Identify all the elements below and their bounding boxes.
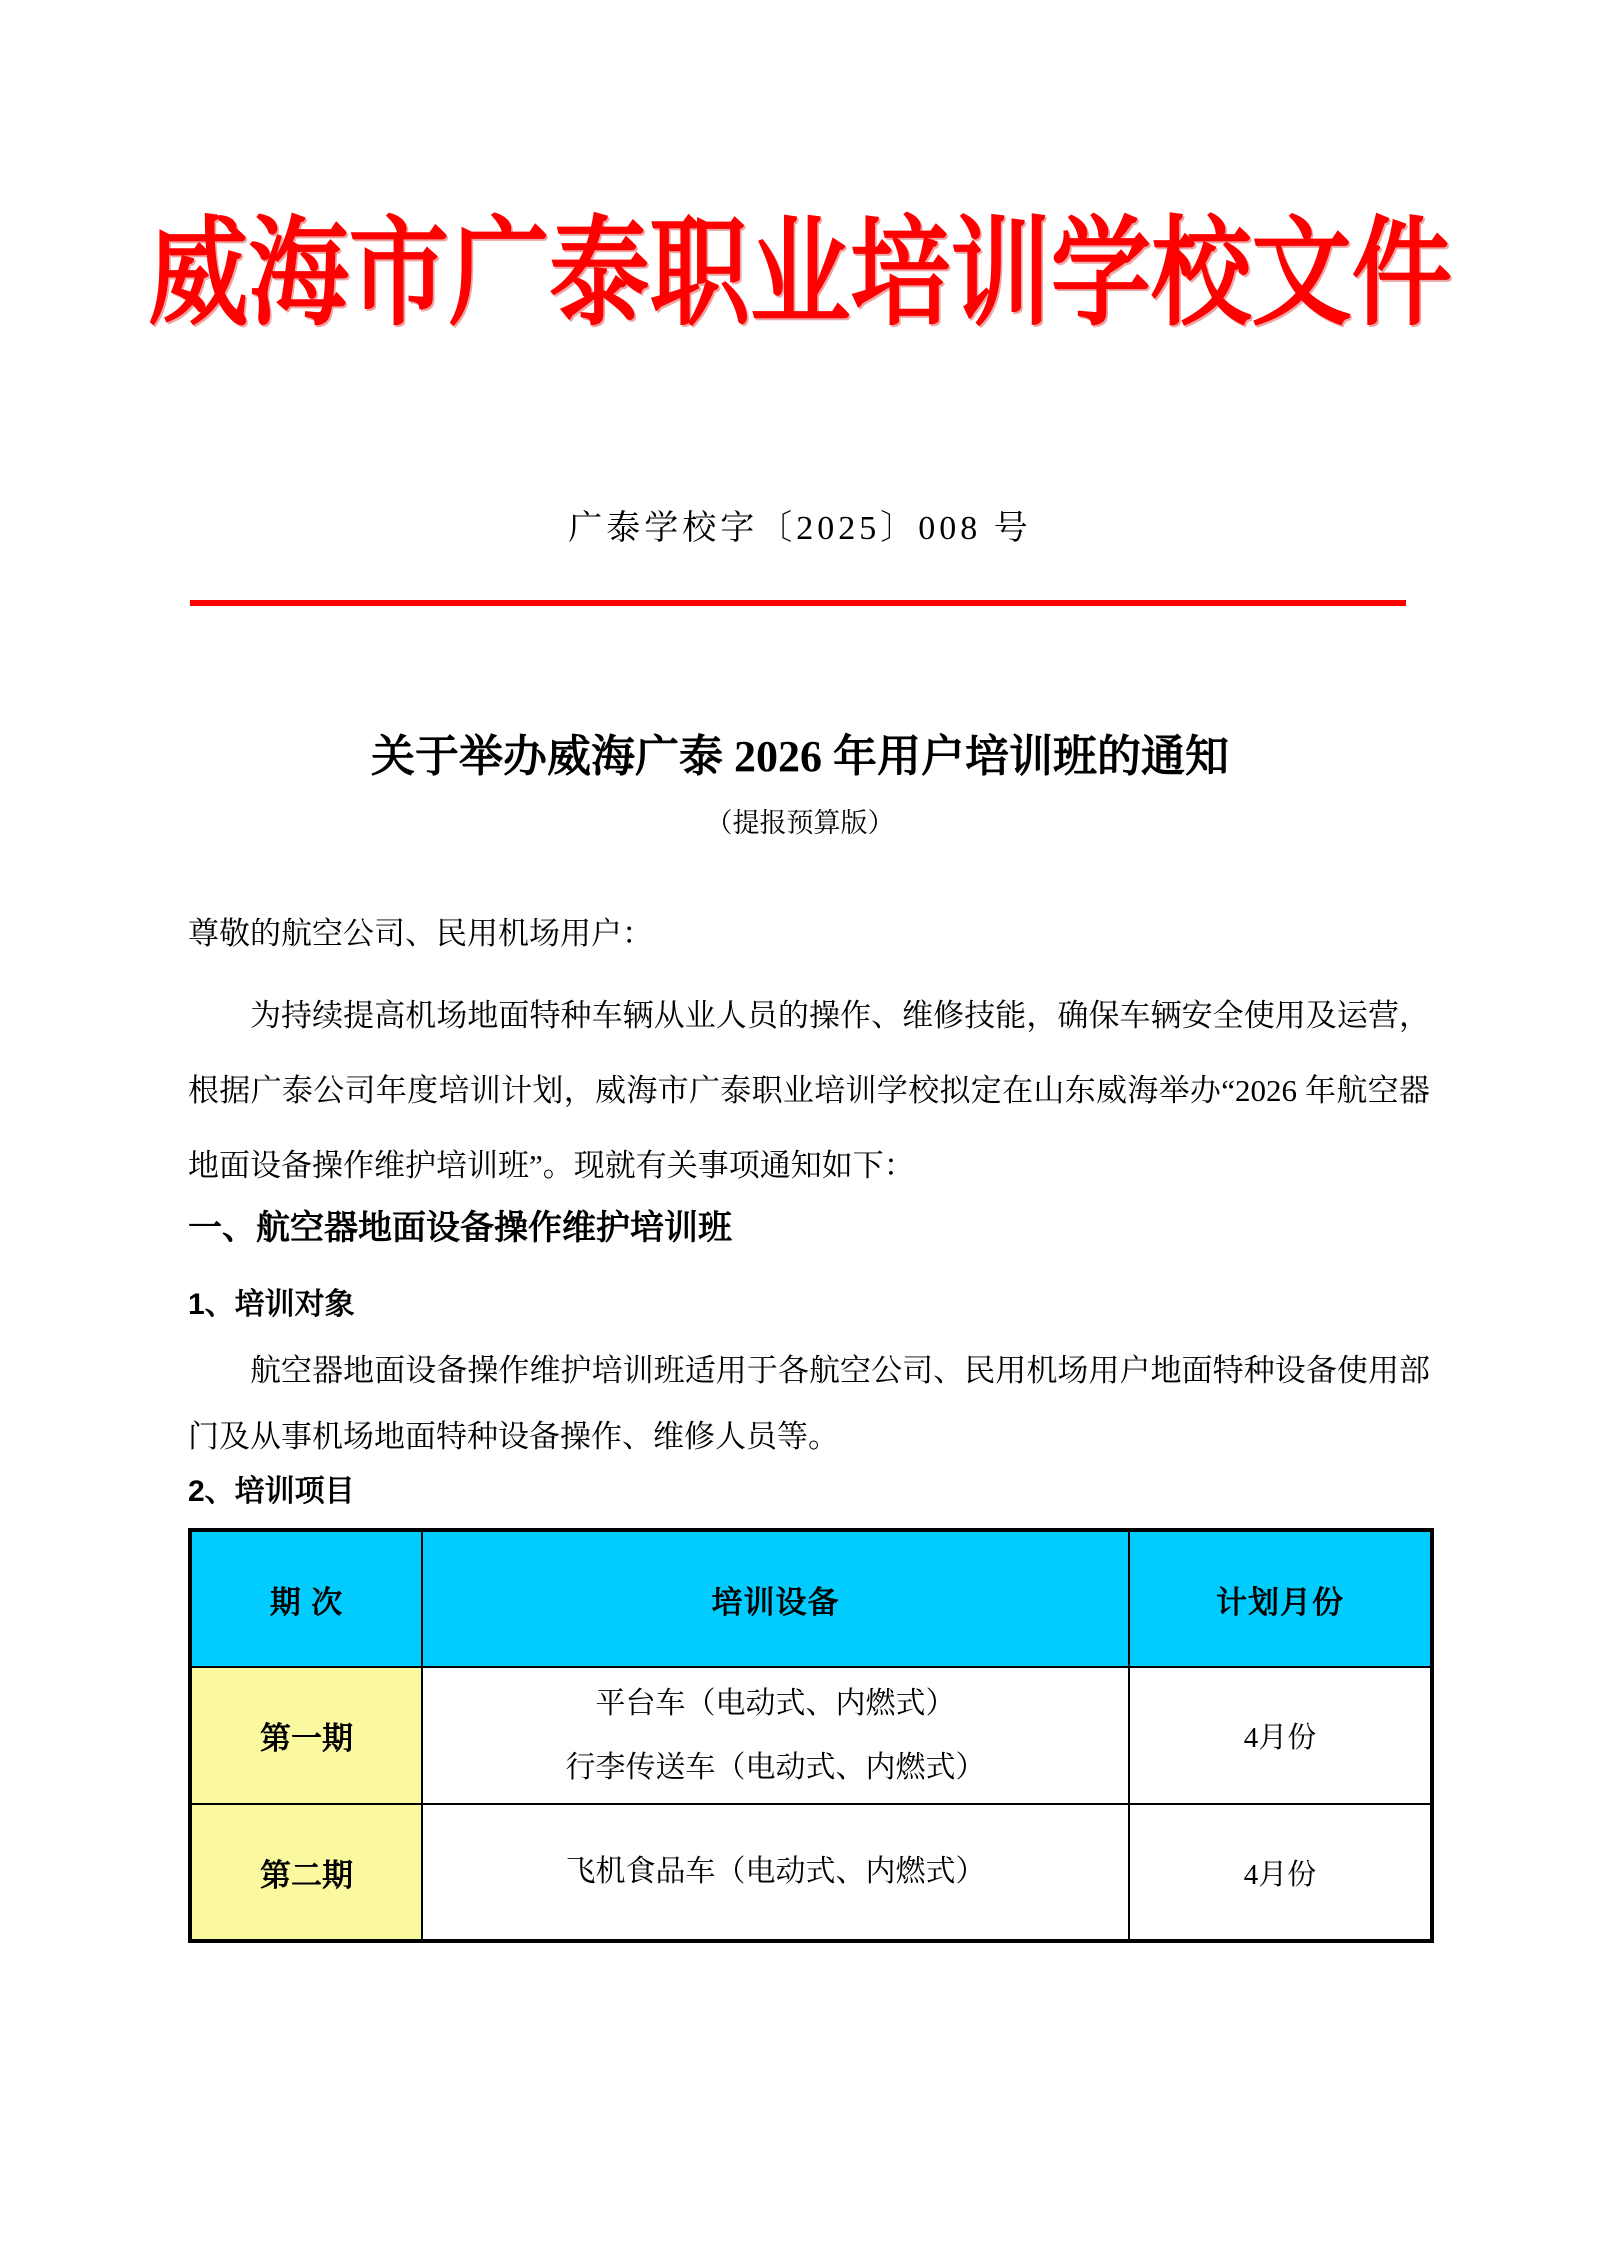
- header-month: 计划月份: [1129, 1530, 1432, 1667]
- equipment-line: 飞机食品车（电动式、内燃式）: [565, 1855, 986, 1888]
- paragraph-trainees: 航空器地面设备操作维护培训班适用于各航空公司、民用机场用户地面特种设备使用部门及从事机场地面特种设备操作、维修人员等。: [188, 1353, 1430, 1454]
- month-cell: 4月份: [1129, 1667, 1432, 1804]
- equipment-line: 行李传送车（电动式、内燃式）: [565, 1750, 986, 1784]
- red-divider-rule: [190, 600, 1406, 606]
- header-equipment: 培训设备: [422, 1530, 1129, 1667]
- section-1-heading: 一、航空器地面设备操作维护培训班: [188, 1209, 732, 1247]
- header-period: 期 次: [190, 1530, 422, 1667]
- table-row: [190, 1667, 1432, 1804]
- equipment-line: 平台车（电动式、内燃式）: [595, 1686, 956, 1720]
- table-row: [190, 1804, 1432, 1941]
- salutation: 尊敬的航空公司、民用机场用户：: [188, 916, 653, 951]
- banner-title: 威海市广泰职业培训学校文件: [148, 209, 1452, 340]
- banner: [0, 203, 1600, 347]
- equipment-cell: [422, 1667, 1129, 1804]
- table-header-row: [190, 1530, 1432, 1667]
- training-schedule-table: [188, 1528, 1434, 1943]
- notice-subtitle: （提报预算版）: [705, 808, 895, 838]
- equipment-cell: [422, 1804, 1129, 1941]
- subsection-2-heading: 2、培训项目: [188, 1475, 355, 1508]
- subsection-1-heading: 1、培训对象: [188, 1288, 355, 1321]
- period-cell: 第二期: [190, 1804, 422, 1941]
- paragraph-intro: 为持续提高机场地面特种车辆从业人员的操作、维修技能，确保车辆安全使用及运营，根据广泰公司年度培训计划，威海市广泰职业培训学校拟定在山东威海举办“2026 年航空器地面设备操作维护培训班”。现就有关事项通知如下：: [188, 998, 1430, 1183]
- month-cell: 4月份: [1129, 1804, 1432, 1941]
- notice-title: 关于举办威海广泰 2026 年用户培训班的通知: [371, 732, 1229, 781]
- period-cell: 第一期: [190, 1667, 422, 1804]
- doc-number: 广泰学校字〔2025〕008 号: [568, 510, 1032, 547]
